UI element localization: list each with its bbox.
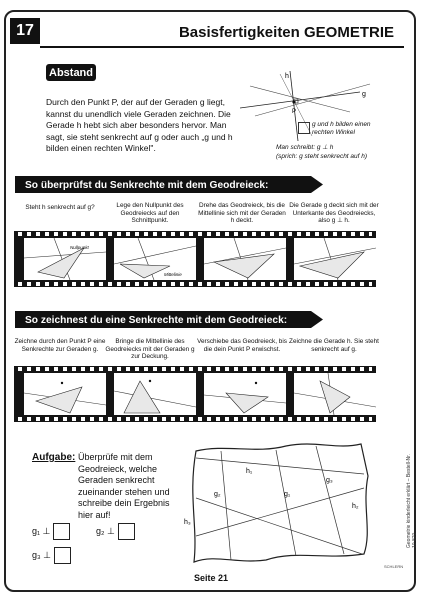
line-label-h2: h₂ [352,503,359,510]
side-text: Geometrie kinderleicht erklärt – Bestell-Nr. 10 870 [406,454,418,548]
answer-g2-label: g₂ ⊥ [96,525,115,536]
check-step-3: Drehe das Geodreieck, bis die Mittellinie sich mit der Geraden h deckt. [198,202,286,224]
draw-step-2: Bringe die Mittellinie des Geodreiecks mit der Geraden g zur Deckung. [105,338,195,360]
line-label-g2: g₂ [214,491,221,498]
answer-g3 [32,547,71,564]
check-filmstrip [14,231,376,287]
answer-g2-box[interactable] [118,523,135,540]
line-label-g3: g₃ [326,477,333,484]
draw-frame-3 [204,373,286,415]
intro-paragraph: Durch den Punkt P, der auf der Geraden g liegt, kannst du unendlich viele Geraden zeichnen. Die Gerade h hebt sich aber besonders hervor. Man sagt, sie steht senkrecht auf g oder auch „g und h bilden einen rechten Winkel". [46,97,233,153]
check-step-1: Steht h senkrecht auf g? [25,204,95,211]
check-frame-1 [24,238,106,280]
draw-frame-2 [114,373,196,415]
draw-step-4: Zeichne die Gerade h. Sie steht senkrecht auf g. [289,338,379,353]
frame-label-mittelinie: Mittelinie [164,272,182,277]
check-step-2: Lege den Nullpunkt des Geodreiecks auf den Schnittpunkt. [116,202,184,224]
check-section-title: So überprüfst du Senkrechte mit dem Geodreieck: [25,180,269,191]
label-p: P [292,109,297,115]
page-title: Basisfertigkeiten GEOMETRIE [178,24,394,41]
label-g: g [362,91,366,98]
answer-g2 [96,523,135,540]
notation-line2: (sprich: g steht senkrecht auf h) [276,153,368,160]
page-number-badge [10,18,40,44]
task-line-diagram [176,436,376,566]
task-text: Überprüfe mit dem Geodreieck, welche Geraden senkrecht zueinander stehen und schreibe dein Ergebnis hier auf! [78,452,170,520]
abstand-tag: Abstand [46,64,96,81]
right-angle-icon [298,122,310,134]
answer-g1 [32,523,70,540]
draw-section-title: So zeichnest du eine Senkrechte mit dem Geodreieck: [25,315,288,326]
line-label-h1: h₁ [246,468,253,475]
frame-label-nullpunkt: Nullpunkt [70,245,89,250]
task-label: Aufgabe: [32,452,76,463]
label-h: h [285,73,289,80]
line-label-g1: g₁ [284,491,291,498]
page-number: 17 [16,22,34,39]
page-footer: Seite 21 [193,573,229,583]
line-label-h3: h₃ [184,519,191,526]
draw-step-3: Verschiebe das Geodreieck, bis die dein Punkt P erwischst. [197,338,287,353]
title-underline [40,46,404,48]
answer-g3-box[interactable] [54,547,71,564]
check-frame-2 [114,238,196,280]
draw-section-banner [15,311,323,328]
draw-frame-4 [294,373,376,415]
check-frame-3 [204,238,286,280]
check-step-4: Die Gerade g deckt sich mit der Unterkante des Geodreiecks, also g ⊥ h. [289,202,379,224]
answer-g1-box[interactable] [53,523,70,540]
check-frame-4 [294,238,376,280]
notation-line1: Man schreibt: g ⊥ h [276,144,334,151]
angle-caption: g und h bilden einen rechten Winkel [312,121,371,136]
check-section-banner [15,176,323,193]
draw-step-1: Zeichne durch den Punkt P eine Senkrechte zur Geraden g. [14,338,106,353]
draw-frame-1 [24,373,106,415]
publisher-logo: SCHLERN [384,564,404,569]
answer-g1-label: g₁ ⊥ [32,525,51,536]
draw-filmstrip [14,366,376,422]
answer-g3-label: g₃ ⊥ [32,549,52,560]
